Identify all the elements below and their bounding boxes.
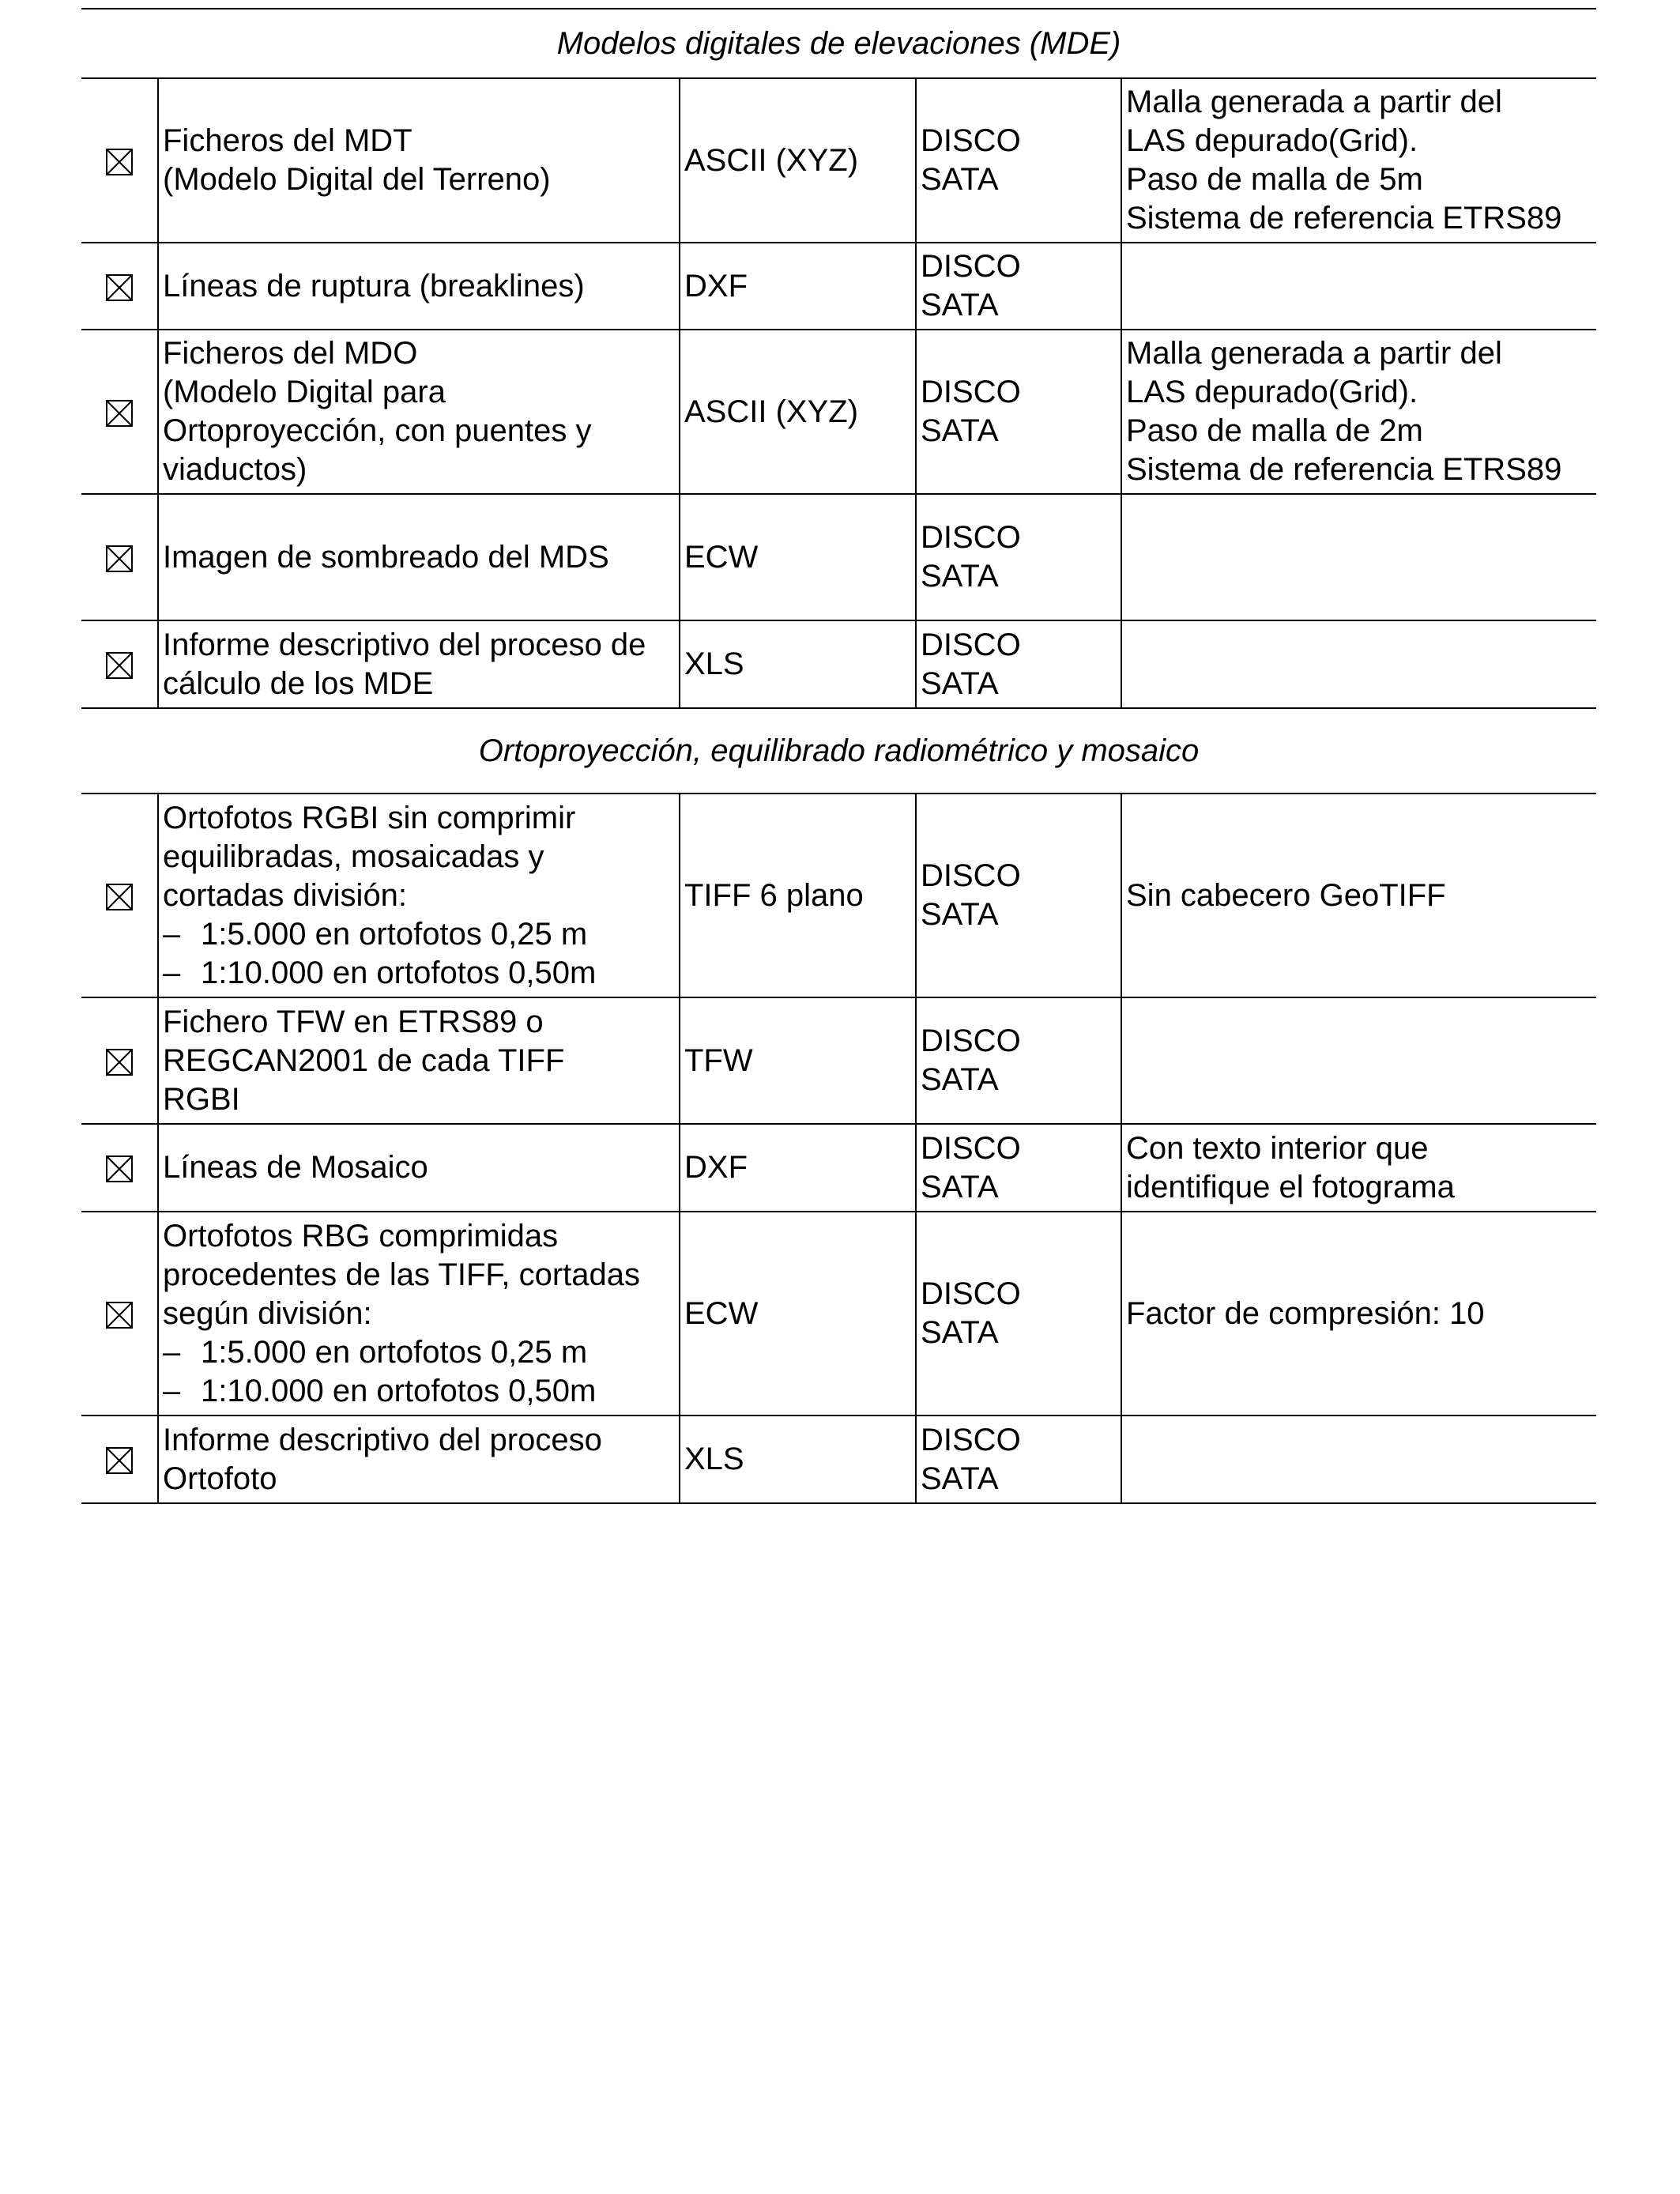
description-line: Ortoproyección, con puentes y <box>163 413 592 448</box>
checkbox-cell[interactable] <box>81 1124 158 1212</box>
description-line: Ortofoto <box>163 1461 277 1496</box>
notes-line: Sistema de referencia ETRS89 <box>1126 452 1562 487</box>
notes-cell <box>1121 997 1596 1124</box>
notes-cell <box>1121 494 1596 620</box>
support-line: DISCO <box>921 627 1021 662</box>
checkbox-cell[interactable] <box>81 620 158 708</box>
document-page <box>81 8 1596 1504</box>
section-title: Ortoproyección, equilibrado radiométrico y mosaico <box>81 708 1596 794</box>
checkbox-cell[interactable] <box>81 243 158 330</box>
bullet-text: 1:5.000 en ortofotos 0,25 m <box>201 1334 588 1370</box>
format-cell: TFW <box>680 997 916 1124</box>
table-row <box>81 330 1596 494</box>
support-cell <box>916 330 1121 494</box>
table-row <box>81 620 1596 708</box>
description-line: según división: <box>163 1295 372 1331</box>
support-line: DISCO <box>921 123 1021 158</box>
checked-box-icon <box>105 273 134 302</box>
section-title: Modelos digitales de elevaciones (MDE) <box>81 9 1596 78</box>
support-cell <box>916 997 1121 1124</box>
table-row <box>81 243 1596 330</box>
format-cell: ASCII (XYZ) <box>680 78 916 243</box>
support-line: SATA <box>921 288 999 322</box>
format-cell: ASCII (XYZ) <box>680 330 916 494</box>
support-line: SATA <box>921 897 999 932</box>
notes-line: Con texto interior que <box>1126 1130 1429 1166</box>
description-cell <box>158 1416 680 1503</box>
format-cell: TIFF 6 plano <box>680 794 916 997</box>
description-line: Ortofotos RGBI sin comprimir <box>163 800 576 835</box>
description-line: Imagen de sombreado del MDS <box>163 539 609 575</box>
description-cell <box>158 794 680 997</box>
description-line: Ficheros del MDO <box>163 336 418 371</box>
support-cell <box>916 794 1121 997</box>
notes-cell <box>1121 1416 1596 1503</box>
notes-line: Malla generada a partir del <box>1126 85 1502 119</box>
bullet-dash: – <box>163 916 181 952</box>
bullet-item <box>163 915 675 954</box>
support-cell <box>916 494 1121 620</box>
support-line: SATA <box>921 1315 999 1350</box>
description-line: Ficheros del MDT <box>163 123 412 158</box>
checked-box-icon <box>105 1301 134 1329</box>
description-line: Informe descriptivo del proceso de <box>163 627 646 662</box>
description-line: RGBI <box>163 1081 240 1117</box>
support-line: SATA <box>921 1062 999 1097</box>
bullet-item <box>163 1333 675 1372</box>
notes-cell <box>1121 794 1596 997</box>
section-header-row <box>81 9 1596 78</box>
notes-cell <box>1121 78 1596 243</box>
description-cell <box>158 997 680 1124</box>
checked-box-icon <box>105 883 134 911</box>
checkbox-cell[interactable] <box>81 997 158 1124</box>
description-line: Líneas de ruptura (breaklines) <box>163 268 585 303</box>
section-header-row <box>81 708 1596 794</box>
description-line: Informe descriptivo del proceso <box>163 1422 602 1457</box>
checked-box-icon <box>105 148 134 176</box>
checked-box-icon <box>105 651 134 680</box>
description-cell <box>158 78 680 243</box>
deliverables-table <box>81 8 1596 1504</box>
support-line: SATA <box>921 1169 999 1204</box>
support-line: SATA <box>921 413 999 448</box>
notes-cell <box>1121 330 1596 494</box>
notes-cell <box>1121 1124 1596 1212</box>
support-cell <box>916 243 1121 330</box>
table-row <box>81 494 1596 620</box>
notes-cell <box>1121 620 1596 708</box>
support-line: DISCO <box>921 858 1021 893</box>
support-cell <box>916 78 1121 243</box>
description-line: (Modelo Digital del Terreno) <box>163 162 551 197</box>
support-cell <box>916 1212 1121 1416</box>
checkbox-cell[interactable] <box>81 1416 158 1503</box>
notes-cell <box>1121 1212 1596 1416</box>
notes-line: Factor de compresión: 10 <box>1126 1295 1485 1331</box>
checked-box-icon <box>105 545 134 573</box>
description-line: cálculo de los MDE <box>163 665 434 701</box>
checked-box-icon <box>105 1048 134 1076</box>
support-line: SATA <box>921 559 999 594</box>
format-cell: DXF <box>680 1124 916 1212</box>
table-row <box>81 78 1596 243</box>
table-row <box>81 1416 1596 1503</box>
checked-box-icon <box>105 1446 134 1475</box>
description-line: procedentes de las TIFF, cortadas <box>163 1257 641 1292</box>
table-row <box>81 997 1596 1124</box>
format-cell: ECW <box>680 494 916 620</box>
support-line: DISCO <box>921 1023 1021 1058</box>
notes-line: Malla generada a partir del <box>1126 336 1502 371</box>
support-cell <box>916 620 1121 708</box>
description-line: REGCAN2001 de cada TIFF <box>163 1042 565 1078</box>
notes-line: Sin cabecero GeoTIFF <box>1126 877 1446 913</box>
checkbox-cell[interactable] <box>81 794 158 997</box>
bullet-text: 1:5.000 en ortofotos 0,25 m <box>201 916 588 952</box>
support-cell <box>916 1124 1121 1212</box>
support-line: DISCO <box>921 1422 1021 1457</box>
bullet-text: 1:10.000 en ortofotos 0,50m <box>201 1373 597 1408</box>
support-line: SATA <box>921 1461 999 1496</box>
bullet-dash: – <box>163 1373 181 1408</box>
table-row <box>81 1124 1596 1212</box>
support-line: DISCO <box>921 1130 1021 1166</box>
support-line: DISCO <box>921 249 1021 284</box>
checkbox-cell[interactable] <box>81 330 158 494</box>
description-cell <box>158 243 680 330</box>
bullet-item <box>163 954 675 993</box>
checked-box-icon <box>105 399 134 428</box>
notes-line: LAS depurado(Grid). <box>1126 123 1418 158</box>
support-line: SATA <box>921 162 999 197</box>
support-line: SATA <box>921 665 999 701</box>
notes-line: Sistema de referencia ETRS89 <box>1126 201 1562 236</box>
notes-line: identifique el fotograma <box>1126 1169 1455 1204</box>
description-cell <box>158 620 680 708</box>
format-cell: XLS <box>680 620 916 708</box>
bullet-dash: – <box>163 955 181 990</box>
checkbox-cell[interactable] <box>81 1212 158 1416</box>
table-row <box>81 794 1596 997</box>
bullet-text: 1:10.000 en ortofotos 0,50m <box>201 955 597 990</box>
checked-box-icon <box>105 1155 134 1183</box>
description-line: Líneas de Mosaico <box>163 1150 428 1185</box>
notes-line: Paso de malla de 5m <box>1126 162 1423 197</box>
bullet-dash: – <box>163 1334 181 1370</box>
description-cell <box>158 494 680 620</box>
description-line: cortadas división: <box>163 877 408 913</box>
format-cell: DXF <box>680 243 916 330</box>
format-cell: XLS <box>680 1416 916 1503</box>
checkbox-cell[interactable] <box>81 494 158 620</box>
description-line: viaductos) <box>163 452 307 487</box>
description-line: Ortofotos RBG comprimidas <box>163 1218 559 1253</box>
description-line: Fichero TFW en ETRS89 o <box>163 1004 544 1039</box>
bullet-item <box>163 1372 675 1411</box>
description-line: (Modelo Digital para <box>163 375 446 409</box>
support-line: DISCO <box>921 520 1021 555</box>
description-cell <box>158 1212 680 1416</box>
notes-cell <box>1121 243 1596 330</box>
notes-line: LAS depurado(Grid). <box>1126 375 1418 409</box>
description-line: equilibradas, mosaicadas y <box>163 839 544 874</box>
support-line: DISCO <box>921 375 1021 409</box>
support-cell <box>916 1416 1121 1503</box>
description-cell <box>158 1124 680 1212</box>
table-body <box>81 9 1596 1503</box>
notes-line: Paso de malla de 2m <box>1126 413 1423 448</box>
support-line: DISCO <box>921 1276 1021 1311</box>
table-row <box>81 1212 1596 1416</box>
checkbox-cell[interactable] <box>81 78 158 243</box>
format-cell: ECW <box>680 1212 916 1416</box>
description-cell <box>158 330 680 494</box>
